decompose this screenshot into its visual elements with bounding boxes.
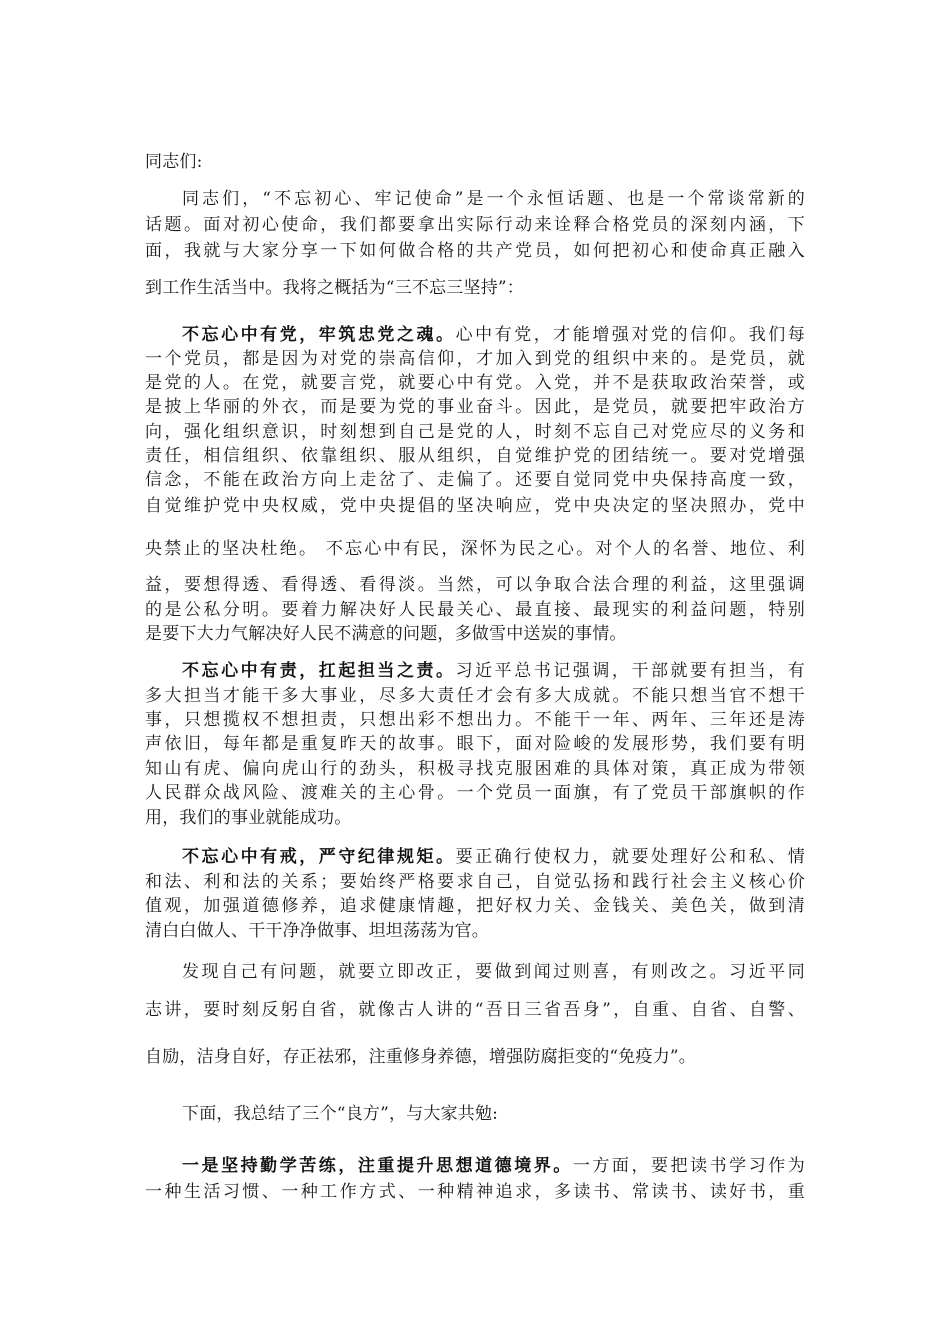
text-line: 央禁止的坚决杜绝。 不忘心中有民，深怀为民之心。对个人的名誉、地位、利 bbox=[145, 539, 805, 559]
text-line: 和法、利和法的关系；要始终严格要求自己，自觉弘扬和践行社会主义核心价 bbox=[145, 872, 805, 892]
text-line: 知山有虎、偏向虎山行的劲头，积极寻找克服困难的具体对策，真正成为带领 bbox=[145, 759, 805, 779]
text-line: 到工作生活当中。我将之概括为“三不忘三坚持”： bbox=[145, 278, 524, 298]
text-line: 的是公私分明。要着力解决好人民最关心、最直接、最现实的利益问题，特别 bbox=[145, 600, 805, 620]
text-line: 一种生活习惯、一种工作方式、一种精神追求，多读书、常读书、读好书，重 bbox=[145, 1182, 805, 1202]
text-line: 发现自己有问题，就要立即改正，要做到闻过则喜，有则改之。习近平同 bbox=[182, 962, 805, 982]
text-line: 多大担当才能干多大事业，尽多大责任才会有多大成就。不能只想当官不想干 bbox=[145, 686, 805, 706]
text-line: 话题。面对初心使命，我们都要拿出实际行动来诠释合格党员的深刻内涵，下 bbox=[145, 215, 805, 235]
text-line: 下面，我总结了三个“良方”，与大家共勉: bbox=[182, 1104, 499, 1124]
text-line: 一个党员，都是因为对党的崇高信仰，才加入到党的组织中来的。是党员，就 bbox=[145, 349, 805, 369]
section-text: 心中有党，才能增强对党的信仰。我们每 bbox=[455, 325, 805, 345]
salutation: 同志们: bbox=[145, 152, 203, 172]
text-line: 是党的人。在党，就要言党，就要心中有党。入党，并不是获取政治荣誉，或 bbox=[145, 373, 805, 393]
text-line: 志讲，要时刻反躬自省，就像古人讲的“吾日三省吾身”，自重、自省、自警、 bbox=[145, 1000, 805, 1020]
section-heading: 不忘心中有党，牢筑忠党之魂。 bbox=[182, 325, 456, 345]
text-line: 清白白做人、干干净净做事、坦坦荡荡为官。 bbox=[145, 921, 489, 941]
text-line: 用，我们的事业就能成功。 bbox=[145, 808, 352, 828]
section-text: 习近平总书记强调，干部就要有担当，有 bbox=[455, 661, 805, 681]
text-line bbox=[182, 1154, 805, 1178]
text-line: 信念，不能在政治方向上走岔了、走偏了。还要自觉同党中央保持高度一致， bbox=[145, 470, 805, 490]
text-line: 声依旧，每年都是重复昨天的故事。眼下，面对险峻的发展形势，我们要有明 bbox=[145, 734, 805, 754]
section-text: 一方面，要把读书学习作为 bbox=[572, 1156, 806, 1176]
text-line: 面，我就与大家分享一下如何做合格的共产党员，如何把初心和使命真正融入 bbox=[145, 241, 805, 261]
section-text: 要正确行使权力，就要处理好公和私、情 bbox=[455, 847, 805, 867]
section-heading: 一是坚持勤学苦练，注重提升思想道德境界。 bbox=[182, 1156, 573, 1176]
text-line: 自励，洁身自好，存正祛邪，注重修身养德，增强防腐拒变的“免疫力”。 bbox=[145, 1047, 696, 1067]
text-line bbox=[182, 323, 805, 347]
text-line: 自觉维护党中央权威，党中央提倡的坚决响应，党中央决定的坚决照办，党中 bbox=[145, 496, 805, 516]
text-line: 益，要想得透、看得透、看得淡。当然，可以争取合法合理的利益，这里强调 bbox=[145, 575, 805, 595]
text-line: 是要下大力气解决好人民不满意的问题，多做雪中送炭的事情。 bbox=[145, 624, 627, 644]
section-heading: 不忘心中有责，扛起担当之责。 bbox=[182, 661, 456, 681]
text-line: 向，强化组织意识，时刻想到自己是党的人，时刻不忘自己对党应尽的义务和 bbox=[145, 422, 805, 442]
text-line: 同志们，“不忘初心、牢记使命”是一个永恒话题、也是一个常谈常新的 bbox=[182, 189, 805, 209]
text-line bbox=[182, 659, 805, 683]
text-line: 是披上华丽的外衣，而是要为党的事业奋斗。因此，是党员，就要把牢政治方 bbox=[145, 397, 805, 417]
text-line bbox=[182, 845, 805, 869]
section-heading: 不忘心中有戒，严守纪律规矩。 bbox=[182, 847, 456, 867]
text-line: 事，只想揽权不想担责，只想出彩不想出力。不能干一年、两年、三年还是涛 bbox=[145, 710, 805, 730]
text-line: 责任，相信组织、依靠组织、服从组织，自觉维护党的团结统一。要对党增强 bbox=[145, 446, 805, 466]
text-line: 人民群众战风险、渡难关的主心骨。一个党员一面旗，有了党员干部旗帜的作 bbox=[145, 783, 805, 803]
text-line: 值观，加强道德修养，追求健康情趣，把好权力关、金钱关、美色关，做到清 bbox=[145, 896, 805, 916]
